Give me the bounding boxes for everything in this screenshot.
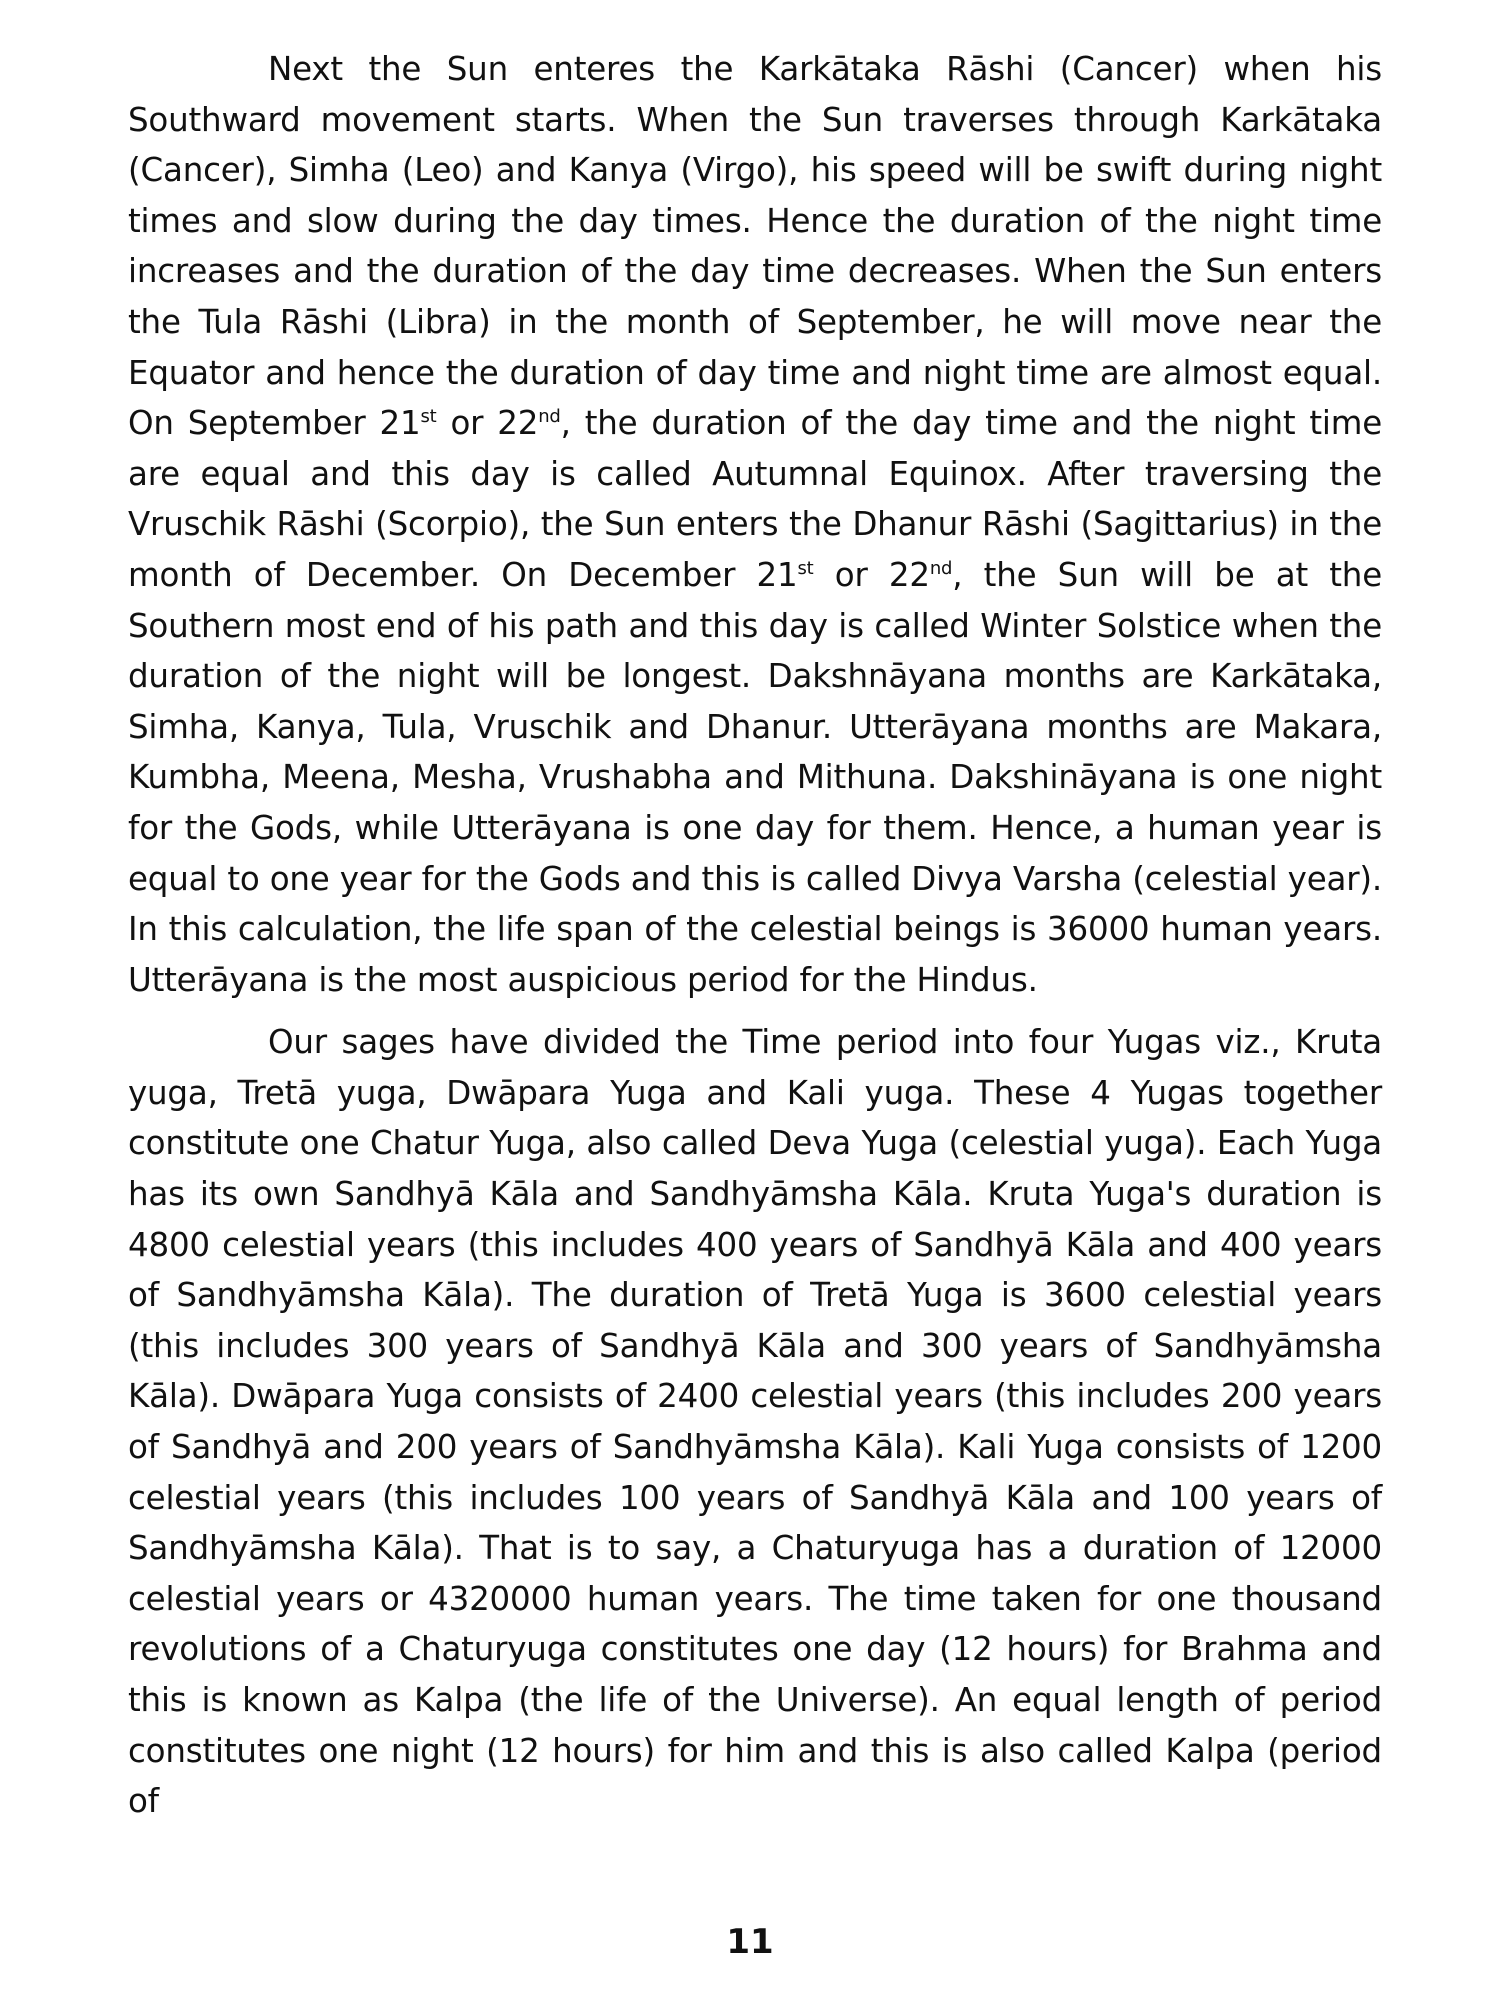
paragraph-sun-movement — [128, 44, 1382, 1005]
text-segment: Next the Sun enteres the Karkātaka Rāshi (Cancer) when his Southward movement starts. When the Sun traverses through Karkātaka (Cancer), Simha (Leo) and Kanya (Virgo), his speed will be swift during night times and slow during the day times. Hence the duration of the night time increases and the duration of the day time decreases. When the Sun enters the Tula Rāshi (Libra) in the month of September, he will move near the Equator and hence the duration of day time and night time are almost equal. On September 21 — [128, 50, 1382, 443]
superscript-nd: nd — [538, 406, 561, 428]
text-segment: , the duration of the day time and the night time are equal and this day is called Autumnal Equinox. After traversing the Vruschik Rāshi (Scorpio), the Sun enters the Dhanur Rāshi (Sagittarius) in the month of December. On December 21 — [128, 404, 1383, 594]
text-segment: or 22 — [436, 404, 539, 443]
paragraph-yugas — [128, 1017, 1382, 1827]
superscript-st: st — [797, 558, 814, 580]
superscript-st: st — [420, 406, 437, 428]
page-number: 11 — [726, 1922, 774, 1962]
text-segment: , the Sun will be at the Southern most end of his path and this day is called Winter Solstice when the duration of the night will be longest. Dakshnāyana months are Karkātaka, Simha, Kanya, Tula, Vruschik and Dhanur. Utterāyana months are Makara, Kumbha, Meena, Mesha, Vrushabha and Mithuna. Dakshināyana is one night for the Gods, while Utterāyana is one day for them. Hence, a human year is equal to one year for the Gods and this is called Divya Varsha (celestial year). In this calculation, the life span of the celestial beings is 36000 human years. Utterāyana is the most auspicious period for the Hindus. — [128, 555, 1383, 999]
text-segment: or 22 — [813, 555, 930, 594]
text-segment: Our sages have divided the Time period into four Yugas viz., Kruta yuga, Tretā yuga, Dwāpara Yuga and Kali yuga. These 4 Yugas together constitute one Chatur Yuga, also called Deva Yuga (celestial yuga). Each Yuga has its own Sandhyā Kāla and Sandhyāmsha Kāla. Kruta Yuga's duration is 4800 celestial years (this includes 400 years of Sandhyā Kāla and 400 years of Sandhyāmsha Kāla). The duration of Tretā Yuga is 3600 celestial years (this includes 300 years of Sandhyā Kāla and 300 years of Sandhyāmsha Kāla). Dwāpara Yuga consists of 2400 celestial years (this includes 200 years of Sandhyā and 200 years of Sandhyāmsha Kāla). Kali Yuga consists of 1200 celestial years (this includes 100 years of Sandhyā Kāla and 100 years of Sandhyāmsha Kāla). That is to say, a Chaturyuga has a duration of 12000 celestial years or 4320000 human years. The time taken for one thousand revolutions of a Chaturyuga constitutes one day (12 hours) for Brahma and this is known as Kalpa (the life of the Universe). An equal length of period constitutes one night (12 hours) for him and this is also called Kalpa (period of — [128, 1023, 1382, 1821]
page-body — [128, 44, 1382, 1827]
superscript-nd: nd — [929, 558, 953, 580]
